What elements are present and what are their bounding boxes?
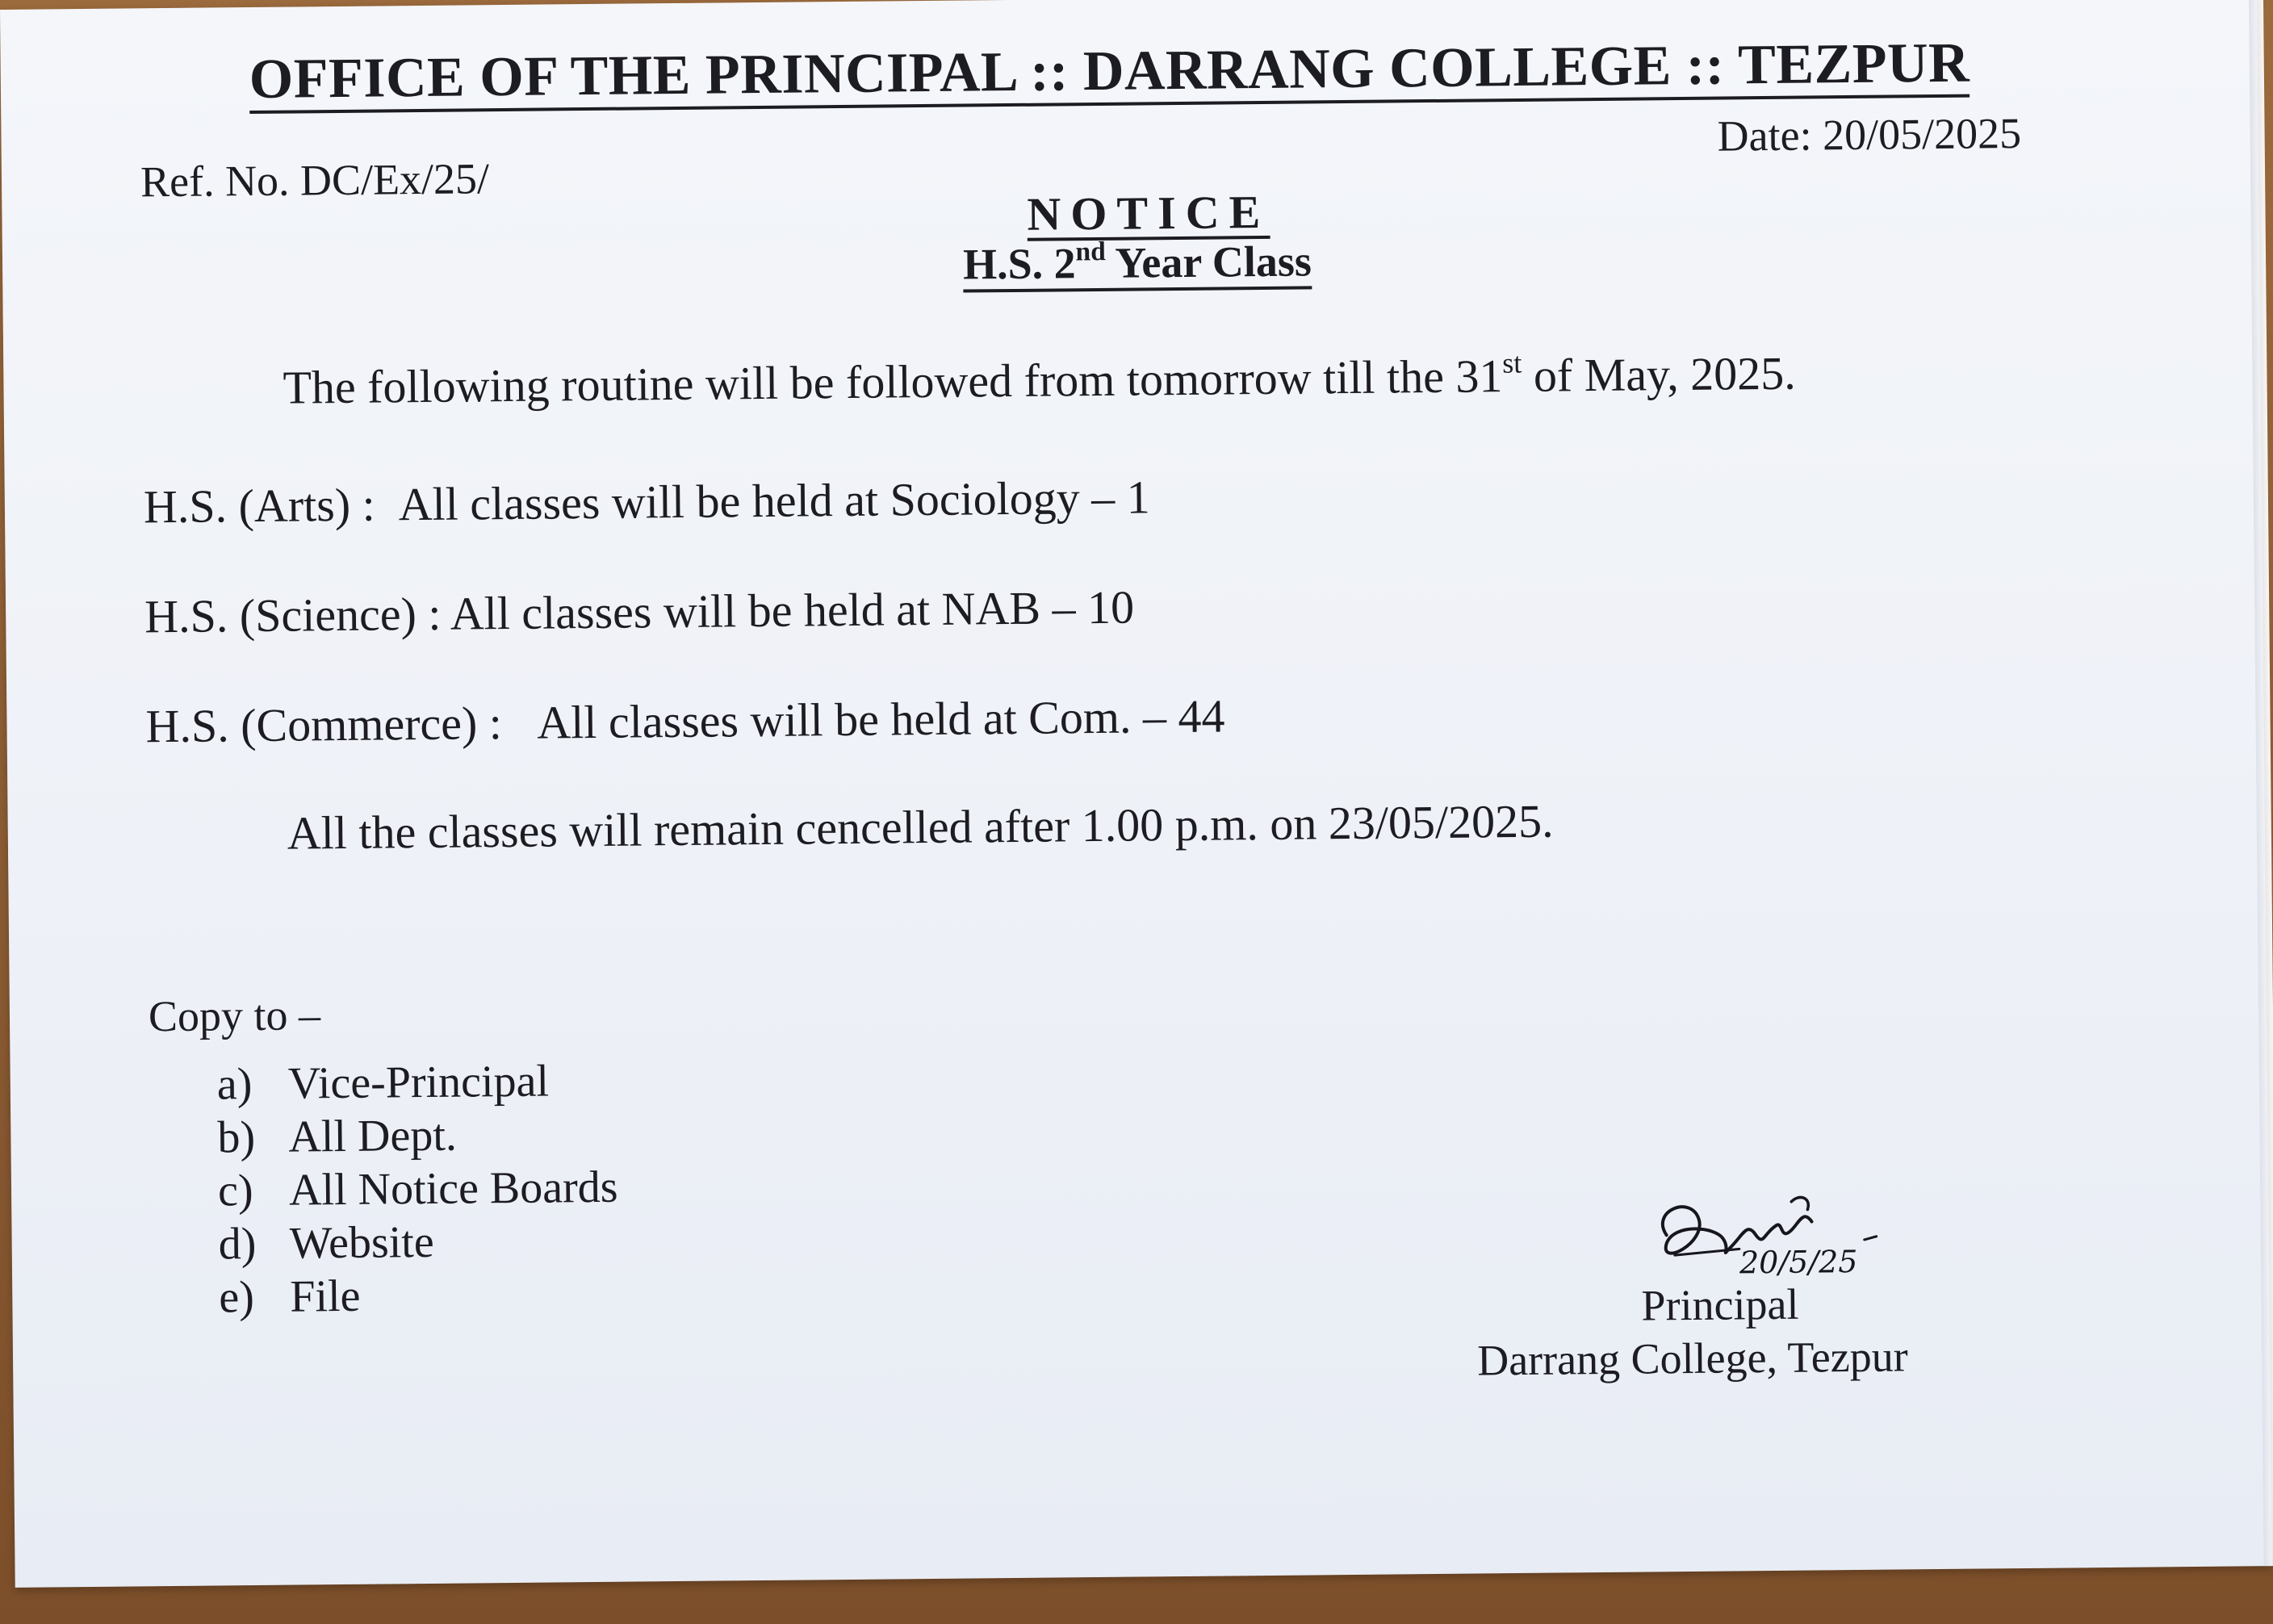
list-item (216, 1055, 617, 1112)
signatory-title: Principal (1641, 1279, 1799, 1330)
reference-number: Ref. No. DC/Ex/25/ (140, 154, 490, 207)
routine-stream: H.S. (Science) : (144, 587, 442, 643)
routine-commerce (145, 689, 1225, 753)
notice-subheading (963, 236, 1312, 292)
list-item-text: All Notice Boards (288, 1161, 618, 1216)
notice-date: Date: 20/05/2025 (1717, 108, 2022, 161)
list-item-text: Vice-Principal (287, 1056, 550, 1109)
signatory-institution: Darrang College, Tezpur (1476, 1332, 1908, 1385)
cancellation-sentence: All the classes will remain cencelled after 1.00 p.m. on 23/05/2025. (287, 794, 1554, 860)
list-marker: a) (216, 1059, 253, 1110)
list-item (219, 1268, 619, 1325)
intro-sup: st (1502, 346, 1522, 379)
list-marker: c) (217, 1166, 253, 1216)
notice-heading: NOTICE (1027, 185, 1270, 241)
copy-to-list (216, 1055, 619, 1325)
intro-prefix: The following routine will be followed from tomorrow till the 31 (283, 349, 1503, 414)
list-item-text: Website (289, 1216, 434, 1269)
list-marker: b) (217, 1112, 256, 1163)
list-item (218, 1161, 618, 1219)
list-item-text: File (290, 1270, 361, 1322)
intro-suffix: of May, 2025. (1522, 346, 1797, 402)
notice-subheading-sup: nd (1075, 236, 1106, 267)
copy-to-label: Copy to – (148, 990, 321, 1041)
list-marker: e) (219, 1272, 255, 1323)
notice-subheading-suffix: Year Class (1105, 236, 1312, 287)
list-item-text: All Dept. (288, 1110, 458, 1162)
routine-stream: H.S. (Arts) : (143, 478, 375, 534)
routine-arts (144, 470, 1150, 534)
routine-stream: H.S. (Commerce) : (145, 697, 503, 753)
routine-text: All classes will be held at NAB – 10 (450, 580, 1135, 640)
routine-text: All classes will be held at Sociology – 1 (398, 471, 1151, 531)
list-marker: d) (218, 1219, 257, 1270)
office-title: OFFICE OF THE PRINCIPAL :: DARRANG COLLEGE :: TEZPUR (249, 33, 1970, 114)
list-item (218, 1215, 618, 1272)
list-item (217, 1108, 617, 1166)
intro-sentence (283, 346, 1796, 415)
signature-handwritten-date: 20/5/25 (1739, 1243, 1858, 1281)
notice-subheading-prefix: H.S. 2 (962, 239, 1076, 289)
routine-science (144, 580, 1134, 644)
routine-text: All classes will be held at Com. – 44 (537, 689, 1225, 749)
